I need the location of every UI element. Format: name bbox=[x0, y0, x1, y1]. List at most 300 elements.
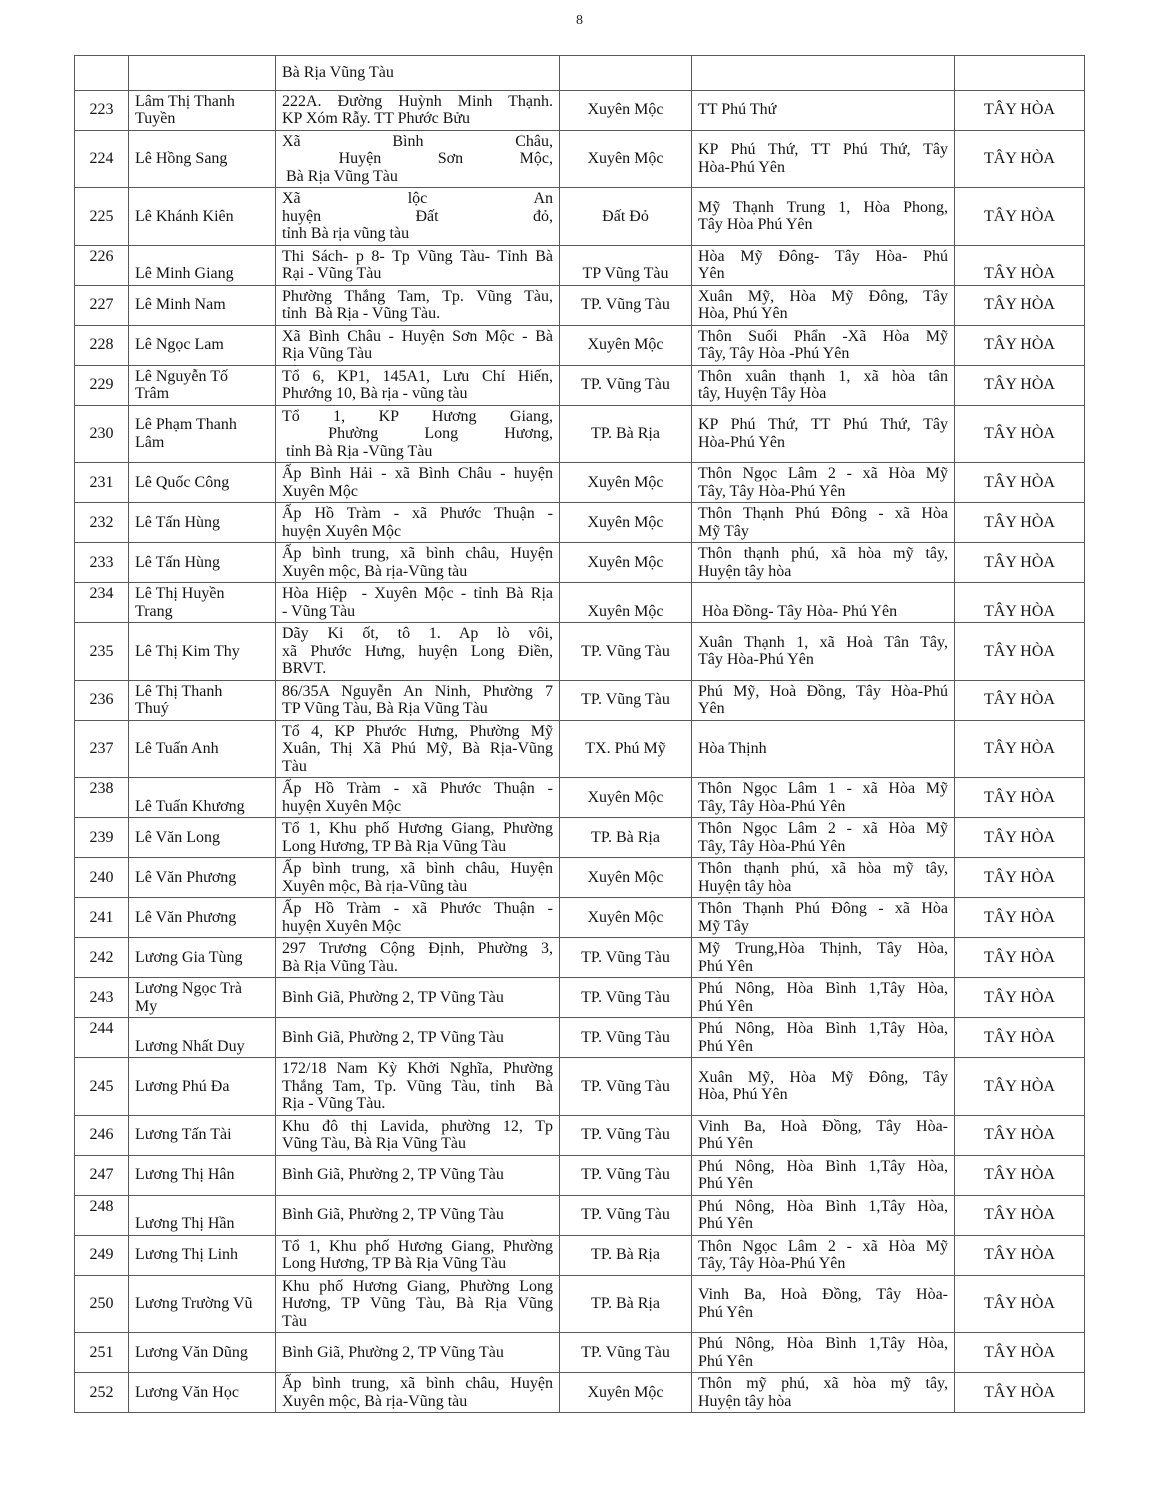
cell-line: TÂY HÒA bbox=[984, 642, 1055, 660]
cell-line: Lê Văn Phương bbox=[135, 868, 237, 886]
records-table bbox=[74, 55, 1085, 1413]
cell-no bbox=[75, 188, 129, 246]
cell-address2 bbox=[692, 1155, 955, 1195]
cell-line: Bình Giã, Phường 2, TP Vũng Tàu bbox=[282, 1206, 504, 1224]
cell-region bbox=[955, 583, 1085, 623]
cell-line: Ấp Hồ Tràm - xã Phước Thuận - bbox=[282, 780, 553, 797]
cell-line: Huyện Sơn Mộc, bbox=[282, 150, 554, 167]
cell-line: TÂY HÒA bbox=[984, 513, 1055, 531]
cell-line: Hòa Đồng- Tây Hòa- Phú Yên bbox=[698, 602, 898, 620]
table-row bbox=[75, 1275, 1085, 1333]
cell-line: huyện Xuyên Mộc bbox=[282, 797, 402, 815]
cell-no bbox=[75, 778, 129, 818]
cell-line: Lương Tấn Tài bbox=[135, 1126, 232, 1144]
cell-line: 246 bbox=[89, 1126, 114, 1144]
cell-line: TP. Vũng Tàu bbox=[581, 376, 670, 394]
cell-address2 bbox=[692, 1235, 955, 1275]
cell-line: Bình Giã, Phường 2, TP Vũng Tàu bbox=[282, 1343, 504, 1361]
cell-line: Phú Yên bbox=[698, 1175, 753, 1192]
cell-region bbox=[955, 1195, 1085, 1235]
cell-district bbox=[560, 1275, 692, 1333]
cell-no bbox=[75, 365, 129, 405]
cell-line: TÂY HÒA bbox=[984, 336, 1055, 354]
cell-address2 bbox=[692, 405, 955, 463]
cell-line: Vũng Tàu, Bà Rịa Vũng Tàu bbox=[282, 1135, 466, 1152]
cell-region bbox=[955, 188, 1085, 246]
cell-line: KP Xóm Rẫy. TT Phước Bửu bbox=[282, 110, 471, 127]
cell-line: Tây, Tây Hòa-Phú Yên bbox=[698, 482, 846, 500]
table-row bbox=[75, 1195, 1085, 1235]
cell-address bbox=[276, 898, 560, 938]
cell-no bbox=[75, 938, 129, 978]
cell-no bbox=[75, 543, 129, 583]
cell-line: Lê Tuấn Khương bbox=[135, 797, 245, 815]
cell-line: Xã lộc An bbox=[282, 190, 553, 207]
cell-line: TP. Vũng Tàu bbox=[581, 988, 670, 1006]
cell-line: - Vũng Tàu bbox=[282, 602, 356, 620]
cell-line: TÂY HÒA bbox=[984, 602, 1055, 620]
cell-line: Xuyên Mộc bbox=[587, 150, 664, 167]
table-row bbox=[75, 365, 1085, 405]
cell-line: Lê Phạm Thanh bbox=[135, 416, 237, 434]
cell-line: Lương Thị Hân bbox=[135, 1166, 235, 1184]
table-row bbox=[75, 1373, 1085, 1413]
cell-name bbox=[129, 245, 276, 285]
cell-line: Tây Hòa Phú Yên bbox=[698, 216, 813, 234]
cell-address bbox=[276, 623, 560, 681]
cell-address2 bbox=[692, 1018, 955, 1058]
cell-address2 bbox=[692, 1373, 955, 1413]
cell-line: Ấp bình trung, xã bình châu, Huyện bbox=[282, 545, 553, 562]
cell-line: Lê Tuấn Anh bbox=[135, 740, 219, 757]
cell-line: Phú Nông, Hòa Bình 1,Tây Hòa, bbox=[698, 1335, 948, 1352]
cell-line: 232 bbox=[89, 513, 114, 531]
cell-line: Lê Minh Nam bbox=[135, 296, 226, 314]
cell-no bbox=[75, 405, 129, 463]
table-row bbox=[75, 543, 1085, 583]
cell-address bbox=[276, 858, 560, 898]
cell-line: 248 bbox=[89, 1197, 114, 1215]
table-row bbox=[75, 818, 1085, 858]
cell-line: Xuyên Mộc bbox=[282, 482, 358, 500]
cell-line: 224 bbox=[89, 150, 114, 167]
cell-line: TP. Vũng Tàu bbox=[581, 1077, 670, 1095]
cell-district bbox=[560, 543, 692, 583]
cell-line: 245 bbox=[89, 1077, 114, 1095]
cell-line: Bình Giã, Phường 2, TP Vũng Tàu bbox=[282, 1028, 504, 1046]
cell-line: Thôn Ngọc Lâm 2 - xã Hòa Mỹ bbox=[698, 820, 948, 837]
table-row bbox=[75, 405, 1085, 463]
cell-district bbox=[560, 325, 692, 365]
cell-line: TÂY HÒA bbox=[984, 691, 1055, 709]
cell-district bbox=[560, 898, 692, 938]
cell-line: BRVT. bbox=[282, 660, 327, 677]
cell-line: Khu đô thị Lavida, phường 12, Tp bbox=[282, 1117, 553, 1135]
cell-line: Huyện tây hòa bbox=[698, 1392, 792, 1410]
cell-line: Rại - Vũng Tàu bbox=[282, 265, 382, 282]
cell-no bbox=[75, 680, 129, 720]
cell-line: Lương Phú Đa bbox=[135, 1077, 230, 1095]
cell-line: Phú Mỹ, Hoà Đồng, Tây Hòa-Phú bbox=[698, 682, 948, 700]
cell-line: Lương Thị Linh bbox=[135, 1246, 239, 1264]
cell-line: 228 bbox=[89, 336, 114, 354]
cell-line: Lương Gia Tùng bbox=[135, 948, 243, 966]
cell-address bbox=[276, 1235, 560, 1275]
cell-line: TÂY HÒA bbox=[984, 740, 1055, 757]
cell-line: 243 bbox=[89, 988, 114, 1006]
cell-address bbox=[276, 188, 560, 246]
cell-region bbox=[955, 325, 1085, 365]
cell-address bbox=[276, 245, 560, 285]
cell-address2 bbox=[692, 1058, 955, 1116]
cell-no bbox=[75, 818, 129, 858]
cell-line: Thắng Tam, Tp. Vũng Tàu, tỉnh Bà bbox=[282, 1077, 553, 1095]
cell-line: Phú Nông, Hòa Bình 1,Tây Hòa, bbox=[698, 1197, 948, 1215]
table-row bbox=[75, 720, 1085, 778]
cell-no bbox=[75, 285, 129, 325]
cell-line: TP. Vũng Tàu bbox=[581, 1343, 670, 1361]
cell-district bbox=[560, 858, 692, 898]
cell-line: Lê Khánh Kiên bbox=[135, 207, 234, 225]
cell-address2 bbox=[692, 543, 955, 583]
cell-line: Lương Trường Vũ bbox=[135, 1295, 253, 1312]
cell-line: Tây, Tây Hòa-Phú Yên bbox=[698, 1255, 846, 1272]
cell-address2 bbox=[692, 1115, 955, 1155]
table-row bbox=[75, 680, 1085, 720]
cell-line: Xuân Thạnh 1, xã Hoà Tân Tây, bbox=[698, 633, 948, 651]
cell-name bbox=[129, 1018, 276, 1058]
cell-line: Thôn mỹ phú, xã hòa mỹ tây, bbox=[698, 1375, 948, 1392]
cell-line: TÂY HÒA bbox=[984, 908, 1055, 926]
cell-address bbox=[276, 463, 560, 503]
cell-line: Xã Bình Châu, bbox=[282, 132, 553, 150]
cell-name bbox=[129, 938, 276, 978]
cell-line: Bà Rịa Vũng Tàu. bbox=[282, 957, 398, 975]
cell-address bbox=[276, 1373, 560, 1413]
cell-line: Xuyên Mộc bbox=[587, 473, 664, 491]
cell-line: TÂY HÒA bbox=[984, 1295, 1055, 1312]
cell-no bbox=[75, 858, 129, 898]
cell-line: TÂY HÒA bbox=[984, 150, 1055, 167]
cell-district bbox=[560, 1115, 692, 1155]
cell-name bbox=[129, 778, 276, 818]
cell-line: Vinh Ba, Hoà Đồng, Tây Hòa- bbox=[698, 1286, 948, 1304]
cell-line: Thôn Thạnh Phú Đông - xã Hòa bbox=[698, 900, 948, 917]
cell-line: Xuyên Mộc bbox=[587, 788, 664, 806]
cell-district bbox=[560, 285, 692, 325]
table-row bbox=[75, 1058, 1085, 1116]
cell-line: 233 bbox=[89, 553, 114, 571]
cell-address bbox=[276, 365, 560, 405]
cell-address bbox=[276, 1275, 560, 1333]
cell-line: TP. Vũng Tàu bbox=[581, 1166, 670, 1184]
cell-no bbox=[75, 325, 129, 365]
cell-region bbox=[955, 365, 1085, 405]
cell-line: Phú Yên bbox=[698, 1303, 753, 1321]
cell-line: TP. Bà Rịa bbox=[591, 1295, 660, 1312]
table-row bbox=[75, 1333, 1085, 1373]
cell-line: Tổ 6, KP1, 145A1, Lưu Chí Hiến, bbox=[282, 367, 553, 385]
cell-line: TÂY HÒA bbox=[984, 1126, 1055, 1144]
table-row bbox=[75, 285, 1085, 325]
cell-line: TP. Vũng Tàu bbox=[581, 642, 670, 660]
cell-line: Mỹ Tây bbox=[698, 522, 749, 540]
cell-name bbox=[129, 285, 276, 325]
cell-line: Đất Đỏ bbox=[602, 207, 649, 225]
cell-line: Lê Văn Long bbox=[135, 828, 221, 846]
cell-line: Xuyên Mộc bbox=[587, 602, 664, 620]
table-row bbox=[75, 90, 1085, 130]
cell-line: Xuân, Thị Xã Phú Mỹ, Bà Rịa-Vũng bbox=[282, 740, 553, 757]
cell-line: Hòa-Phú Yên bbox=[698, 158, 785, 176]
table-row bbox=[75, 898, 1085, 938]
cell-district bbox=[560, 1018, 692, 1058]
cell-line: tây, Huyện Tây Hòa bbox=[698, 385, 827, 402]
cell-region bbox=[955, 90, 1085, 130]
cell-no bbox=[75, 245, 129, 285]
cell-district bbox=[560, 188, 692, 246]
cell-address bbox=[276, 1155, 560, 1195]
cell-line: Xuyên Mộc bbox=[587, 101, 664, 119]
cell-address2 bbox=[692, 978, 955, 1018]
cell-line: Thuý bbox=[135, 700, 169, 717]
cell-district bbox=[560, 56, 692, 91]
cell-line: Xuyên mộc, Bà rịa-Vũng tàu bbox=[282, 562, 468, 580]
cell-line: Hòa Hiệp - Xuyên Mộc - tỉnh Bà Rịa bbox=[282, 585, 553, 602]
cell-region bbox=[955, 1115, 1085, 1155]
cell-no bbox=[75, 56, 129, 91]
cell-no bbox=[75, 1333, 129, 1373]
cell-no bbox=[75, 720, 129, 778]
cell-line: Xuyên mộc, Bà rịa-Vũng tàu bbox=[282, 877, 468, 895]
cell-line: 247 bbox=[89, 1166, 114, 1184]
cell-district bbox=[560, 623, 692, 681]
cell-region bbox=[955, 858, 1085, 898]
cell-no bbox=[75, 978, 129, 1018]
cell-region bbox=[955, 818, 1085, 858]
cell-line: Lương Văn Dũng bbox=[135, 1343, 248, 1361]
cell-line: Ấp Hồ Tràm - xã Phước Thuận - bbox=[282, 900, 553, 917]
cell-region bbox=[955, 56, 1085, 91]
table-row bbox=[75, 188, 1085, 246]
cell-line: Vinh Ba, Hoà Đồng, Tây Hòa- bbox=[698, 1117, 948, 1135]
cell-name bbox=[129, 1195, 276, 1235]
table-row bbox=[75, 56, 1085, 91]
table-row bbox=[75, 858, 1085, 898]
cell-line: TÂY HÒA bbox=[984, 988, 1055, 1006]
cell-district bbox=[560, 1195, 692, 1235]
cell-region bbox=[955, 285, 1085, 325]
cell-name bbox=[129, 1115, 276, 1155]
cell-region bbox=[955, 720, 1085, 778]
cell-line: TP. Vũng Tàu bbox=[581, 1126, 670, 1144]
cell-line: Tổ 1, KP Hương Giang, bbox=[282, 407, 553, 425]
table-row bbox=[75, 503, 1085, 543]
cell-name bbox=[129, 188, 276, 246]
cell-no bbox=[75, 1058, 129, 1116]
cell-region bbox=[955, 1333, 1085, 1373]
cell-line: Phú Yên bbox=[698, 1352, 753, 1370]
cell-line: huyện Xuyên Mộc bbox=[282, 917, 402, 935]
cell-line: Ấp Hồ Tràm - xã Phước Thuận - bbox=[282, 505, 553, 522]
cell-line: 86/35A Nguyễn An Ninh, Phường 7 bbox=[282, 682, 553, 700]
cell-district bbox=[560, 818, 692, 858]
cell-line: TÂY HÒA bbox=[984, 553, 1055, 571]
cell-line: Huyện tây hòa bbox=[698, 562, 792, 580]
cell-line: Bình Giã, Phường 2, TP Vũng Tàu bbox=[282, 988, 504, 1006]
cell-no bbox=[75, 1275, 129, 1333]
cell-district bbox=[560, 130, 692, 188]
cell-line: TÂY HÒA bbox=[984, 425, 1055, 442]
table-row bbox=[75, 778, 1085, 818]
cell-line: TP. Vũng Tàu bbox=[581, 948, 670, 966]
cell-region bbox=[955, 778, 1085, 818]
table-row bbox=[75, 1115, 1085, 1155]
cell-address bbox=[276, 543, 560, 583]
cell-line: 225 bbox=[89, 207, 114, 225]
cell-line: TP Vũng Tàu bbox=[582, 265, 669, 282]
cell-district bbox=[560, 1155, 692, 1195]
cell-line: TP. Vũng Tàu bbox=[581, 1206, 670, 1224]
cell-line: TÂY HÒA bbox=[984, 788, 1055, 806]
cell-name bbox=[129, 858, 276, 898]
cell-district bbox=[560, 1333, 692, 1373]
table-row bbox=[75, 623, 1085, 681]
cell-address bbox=[276, 938, 560, 978]
cell-line: Dãy Ki ốt, tô 1. Ap lò vôi, bbox=[282, 625, 553, 642]
cell-address2 bbox=[692, 1275, 955, 1333]
cell-name bbox=[129, 583, 276, 623]
cell-line: Thôn Ngọc Lâm 1 - xã Hòa Mỹ bbox=[698, 780, 948, 797]
cell-line: Tàu bbox=[282, 757, 307, 775]
cell-no bbox=[75, 583, 129, 623]
cell-address2 bbox=[692, 188, 955, 246]
cell-line: TÂY HÒA bbox=[984, 376, 1055, 394]
table-row bbox=[75, 325, 1085, 365]
cell-name bbox=[129, 463, 276, 503]
cell-line: Hòa Thịnh bbox=[698, 740, 767, 757]
cell-district bbox=[560, 463, 692, 503]
cell-address bbox=[276, 680, 560, 720]
cell-address2 bbox=[692, 130, 955, 188]
cell-no bbox=[75, 90, 129, 130]
cell-line: Thôn thạnh phú, xã hòa mỹ tây, bbox=[698, 545, 948, 562]
cell-line: My bbox=[135, 997, 158, 1015]
cell-address bbox=[276, 778, 560, 818]
cell-no bbox=[75, 1235, 129, 1275]
cell-no bbox=[75, 1195, 129, 1235]
cell-line: Huyện tây hòa bbox=[698, 877, 792, 895]
cell-address2 bbox=[692, 90, 955, 130]
cell-line: Thôn Thạnh Phú Đông - xã Hòa bbox=[698, 505, 948, 522]
cell-district bbox=[560, 778, 692, 818]
cell-address2 bbox=[692, 365, 955, 405]
cell-address bbox=[276, 818, 560, 858]
cell-line: Xuyên mộc, Bà rịa-Vũng tàu bbox=[282, 1392, 468, 1410]
cell-line: Rịa Vũng Tàu bbox=[282, 345, 373, 362]
cell-region bbox=[955, 245, 1085, 285]
cell-line: Thôn Suối Phẩn -Xã Hòa Mỹ bbox=[698, 327, 948, 345]
cell-line: TÂY HÒA bbox=[984, 296, 1055, 314]
cell-no bbox=[75, 503, 129, 543]
cell-address2 bbox=[692, 938, 955, 978]
cell-line: Hòa, Phú Yên bbox=[698, 305, 788, 322]
cell-no bbox=[75, 463, 129, 503]
cell-line: Yên bbox=[698, 700, 725, 717]
table-row bbox=[75, 1018, 1085, 1058]
cell-name bbox=[129, 405, 276, 463]
cell-name bbox=[129, 1235, 276, 1275]
cell-name bbox=[129, 1155, 276, 1195]
cell-address2 bbox=[692, 463, 955, 503]
cell-district bbox=[560, 680, 692, 720]
cell-line: 226 bbox=[89, 247, 114, 265]
cell-line: Hòa-Phú Yên bbox=[698, 433, 785, 451]
cell-name bbox=[129, 898, 276, 938]
cell-line: 222A. Đường Huỳnh Minh Thạnh. bbox=[282, 92, 553, 110]
cell-line: 238 bbox=[89, 780, 114, 797]
cell-line: TÂY HÒA bbox=[984, 473, 1055, 491]
cell-line: Phường Thắng Tam, Tp. Vũng Tàu, bbox=[282, 287, 553, 305]
cell-line: Rịa - Vũng Tàu. bbox=[282, 1095, 386, 1112]
cell-region bbox=[955, 463, 1085, 503]
cell-line: Phú Yên bbox=[698, 1037, 753, 1055]
cell-line: 241 bbox=[89, 908, 114, 926]
cell-line: Long Hương, TP Bà Rịa Vũng Tàu bbox=[282, 1255, 507, 1272]
cell-line: Bà Rịa Vũng Tàu bbox=[282, 167, 398, 185]
cell-line: Lê Tấn Hùng bbox=[135, 513, 221, 531]
cell-line: TÂY HÒA bbox=[984, 868, 1055, 886]
cell-line: 223 bbox=[89, 101, 114, 119]
cell-address bbox=[276, 325, 560, 365]
cell-name bbox=[129, 503, 276, 543]
cell-address bbox=[276, 1115, 560, 1155]
cell-district bbox=[560, 245, 692, 285]
cell-line: 239 bbox=[89, 828, 114, 846]
cell-region bbox=[955, 543, 1085, 583]
cell-line: tỉnh Bà Rịa - Vũng Tàu. bbox=[282, 305, 441, 322]
cell-name bbox=[129, 543, 276, 583]
cell-line: Phú Yên bbox=[698, 1135, 753, 1152]
cell-line: TÂY HÒA bbox=[984, 265, 1055, 282]
cell-region bbox=[955, 1235, 1085, 1275]
cell-region bbox=[955, 898, 1085, 938]
cell-address bbox=[276, 720, 560, 778]
cell-line: Xuyên Mộc bbox=[587, 513, 664, 531]
cell-address2 bbox=[692, 1333, 955, 1373]
cell-line: TÂY HÒA bbox=[984, 1166, 1055, 1184]
cell-line: TP. Bà Rịa bbox=[591, 828, 660, 846]
cell-line: Lê Thị Thanh bbox=[135, 682, 223, 700]
cell-line: Ấp Bình Hải - xã Bình Châu - huyện bbox=[282, 465, 553, 482]
cell-region bbox=[955, 623, 1085, 681]
cell-address2 bbox=[692, 623, 955, 681]
cell-line: Xuân Mỹ, Hòa Mỹ Đông, Tây bbox=[698, 1068, 948, 1086]
table-row bbox=[75, 245, 1085, 285]
cell-line: Phú Yên bbox=[698, 997, 753, 1015]
cell-name bbox=[129, 130, 276, 188]
cell-line: Lê Thị Huyền bbox=[135, 585, 225, 602]
cell-line: Xuân Mỹ, Hòa Mỹ Đông, Tây bbox=[698, 287, 948, 305]
cell-line: Phú Nông, Hòa Bình 1,Tây Hòa, bbox=[698, 1157, 948, 1175]
cell-district bbox=[560, 1058, 692, 1116]
cell-address bbox=[276, 1058, 560, 1116]
cell-region bbox=[955, 1155, 1085, 1195]
cell-line: Thôn Ngọc Lâm 2 - xã Hòa Mỹ bbox=[698, 1237, 948, 1255]
cell-district bbox=[560, 720, 692, 778]
cell-district bbox=[560, 583, 692, 623]
cell-line: TÂY HÒA bbox=[984, 1246, 1055, 1264]
